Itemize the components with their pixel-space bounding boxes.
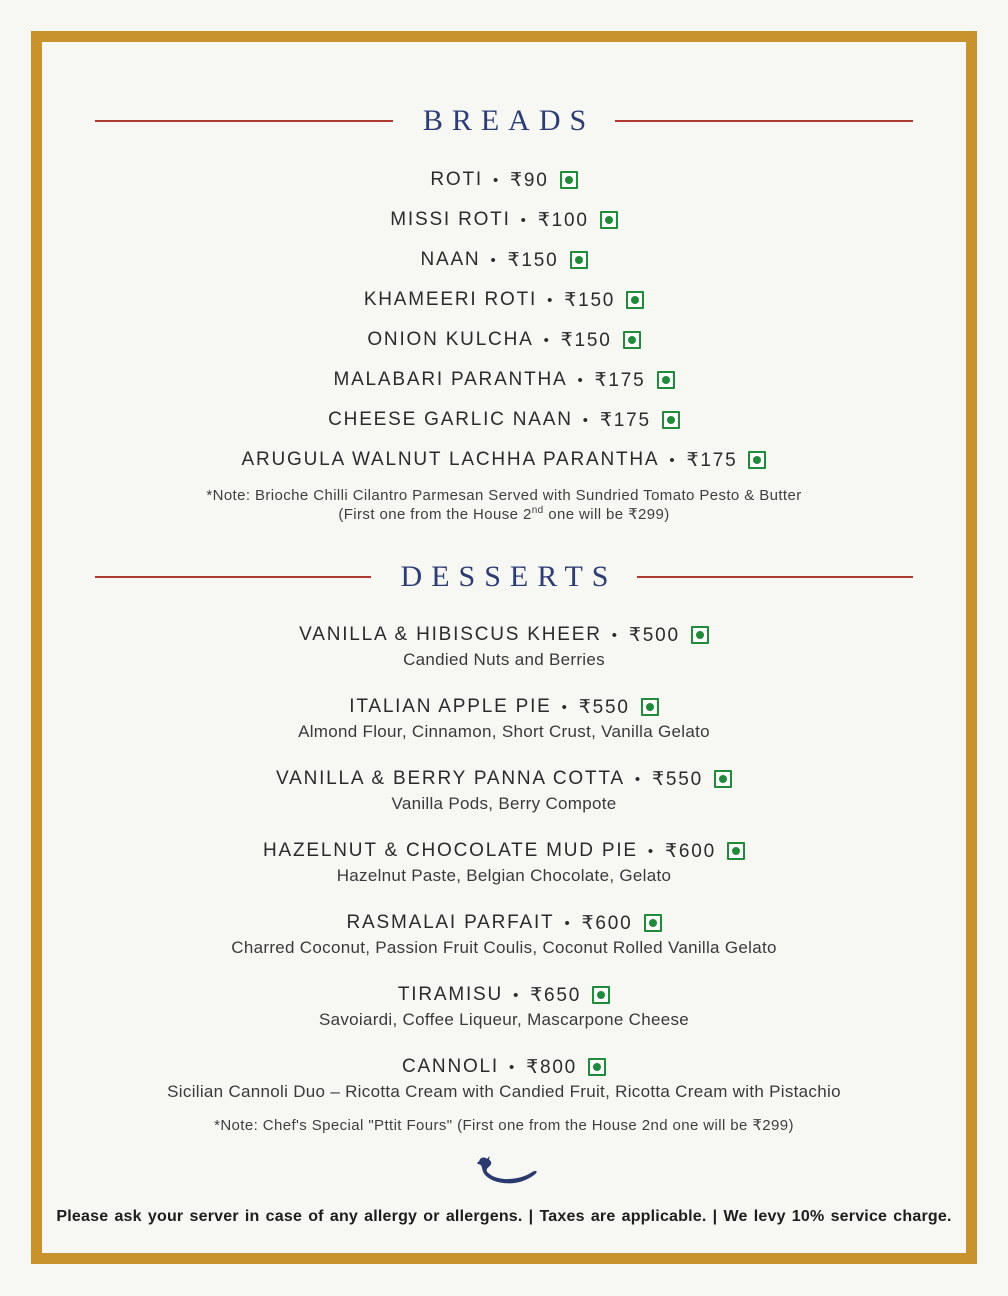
- bullet-separator: •: [492, 171, 501, 189]
- veg-icon-dot: [575, 256, 583, 264]
- menu-item: [42, 400, 966, 440]
- bullet-separator: •: [634, 770, 642, 788]
- item-name: TIRAMISU: [397, 984, 504, 1005]
- bullet-separator: •: [509, 1058, 517, 1076]
- menu-item: [42, 910, 966, 960]
- veg-icon: [691, 626, 709, 644]
- veg-icon: [657, 371, 675, 389]
- item-price: ₹550: [651, 768, 703, 790]
- menu-item-row: [430, 169, 577, 192]
- breads-note-line2-suffix: one will be ₹299): [543, 506, 670, 523]
- item-description: Candied Nuts and Berries: [403, 650, 605, 669]
- bullet-separator: •: [611, 626, 619, 644]
- item-name: VANILLA & BERRY PANNA COTTA: [276, 768, 625, 789]
- veg-icon-dot: [649, 919, 657, 927]
- item-price: ₹175: [599, 409, 651, 431]
- veg-icon-dot: [605, 216, 613, 224]
- bullet-separator: •: [490, 251, 498, 269]
- item-price: ₹600: [581, 912, 633, 934]
- item-description: Hazelnut Paste, Belgian Chocolate, Gelato: [336, 866, 672, 885]
- veg-icon-dot: [732, 847, 740, 855]
- peacock-icon: [465, 1153, 543, 1193]
- breads-note-line1: *Note: Brioche Chilli Cilantro Parmesan Served with Sundried Tomato Pesto & Butter: [206, 487, 802, 504]
- menu-item: [42, 982, 966, 1032]
- item-name: HAZELNUT & CHOCOLATE MUD PIE: [263, 840, 638, 861]
- item-name: NAAN: [420, 249, 481, 270]
- veg-icon: [662, 411, 680, 429]
- item-price: ₹650: [530, 984, 582, 1006]
- menu-item-row: [42, 982, 966, 1008]
- veg-icon-dot: [593, 1063, 601, 1071]
- menu-item: [42, 694, 966, 744]
- bullet-separator: •: [669, 451, 677, 469]
- menu-item-row: [42, 766, 966, 792]
- veg-icon-dot: [753, 456, 761, 464]
- desserts-item-list: [42, 622, 966, 1104]
- item-price: ₹550: [578, 696, 630, 718]
- veg-icon-dot: [628, 336, 636, 344]
- breads-note-line2-prefix: (First one from the House 2: [338, 506, 532, 523]
- bullet-separator: •: [543, 331, 551, 349]
- menu-item-row: [390, 209, 617, 232]
- restaurant-logo: [42, 1151, 966, 1195]
- bullet-separator: •: [547, 291, 555, 309]
- item-price: ₹150: [564, 289, 616, 311]
- item-price: ₹150: [507, 249, 559, 271]
- breads-note-line2-superscript: nd: [531, 505, 544, 516]
- veg-icon-dot: [696, 631, 704, 639]
- menu-item-row: [42, 910, 966, 936]
- item-price: ₹150: [560, 329, 612, 351]
- desserts-note-line1: *Note: Chef's Special "Pttit Fours" (First one from the House 2nd one will be ₹299): [214, 1117, 794, 1134]
- bullet-separator: •: [520, 211, 528, 229]
- header-rule-right: [637, 576, 913, 578]
- item-name: ONION KULCHA: [367, 329, 534, 350]
- menu-item: [42, 360, 966, 400]
- veg-icon: [592, 986, 610, 1004]
- item-price: ₹600: [664, 840, 716, 862]
- item-description: Sicilian Cannoli Duo – Ricotta Cream with Candied Fruit, Ricotta Cream with Pistachio: [167, 1082, 841, 1101]
- veg-icon: [588, 1058, 606, 1076]
- veg-icon: [727, 842, 745, 860]
- veg-icon: [714, 770, 732, 788]
- menu-item-row: [420, 249, 587, 272]
- bullet-separator: •: [647, 842, 655, 860]
- veg-icon-dot: [631, 296, 639, 304]
- item-price: ₹90: [510, 169, 549, 191]
- veg-icon: [623, 331, 641, 349]
- menu-item: [42, 280, 966, 320]
- item-name: MISSI ROTI: [390, 209, 511, 230]
- veg-icon: [626, 291, 644, 309]
- veg-icon: [600, 211, 618, 229]
- veg-icon: [748, 451, 766, 469]
- item-description: Savoiardi, Coffee Liqueur, Mascarpone Cheese: [318, 1010, 690, 1029]
- item-name: VANILLA & HIBISCUS KHEER: [299, 624, 602, 645]
- item-name: CHEESE GARLIC NAAN: [328, 409, 573, 430]
- veg-icon: [570, 251, 588, 269]
- menu-item-row: [42, 1054, 966, 1080]
- menu-content: [42, 42, 966, 1253]
- header-rule-left: [95, 120, 393, 122]
- bullet-separator: •: [582, 411, 590, 429]
- breads-note: [42, 486, 966, 524]
- menu-item-row: [42, 694, 966, 720]
- menu-item-row: [367, 329, 640, 352]
- veg-icon-dot: [667, 416, 675, 424]
- header-rule-right: [615, 120, 913, 122]
- bullet-separator: •: [564, 914, 572, 932]
- item-name: MALABARI PARANTHA: [333, 369, 568, 390]
- breads-item-list: [42, 160, 966, 480]
- veg-icon: [644, 914, 662, 932]
- item-price: ₹500: [628, 624, 680, 646]
- menu-item-row: [328, 409, 680, 432]
- veg-icon: [641, 698, 659, 716]
- menu-item-row: [42, 622, 966, 648]
- item-name: KHAMEERI ROTI: [363, 289, 538, 310]
- bullet-separator: •: [577, 371, 585, 389]
- menu-item: [42, 200, 966, 240]
- section-header-desserts: [95, 558, 913, 596]
- desserts-note: [42, 1116, 966, 1135]
- menu-item: [42, 838, 966, 888]
- menu-item: [42, 622, 966, 672]
- item-description: Almond Flour, Cinnamon, Short Crust, Vanilla Gelato: [298, 722, 710, 741]
- veg-icon-dot: [719, 775, 727, 783]
- menu-item-row: [242, 449, 767, 472]
- section-title-breads: BREADS: [422, 104, 596, 137]
- item-name: CANNOLI: [401, 1056, 499, 1077]
- menu-item-row: [364, 289, 644, 312]
- veg-icon-dot: [646, 703, 654, 711]
- section-header-breads: [95, 102, 913, 140]
- menu-item: [42, 766, 966, 816]
- item-description: Charred Coconut, Passion Fruit Coulis, Coconut Rolled Vanilla Gelato: [231, 938, 777, 957]
- menu-item: [42, 440, 966, 480]
- item-price: ₹100: [537, 209, 589, 231]
- item-name: ITALIAN APPLE PIE: [349, 696, 552, 717]
- breads-note-line2: [42, 505, 966, 524]
- item-price: ₹175: [686, 449, 738, 471]
- header-rule-left: [95, 576, 371, 578]
- bullet-separator: •: [513, 986, 521, 1004]
- menu-item: [42, 160, 966, 200]
- menu-item: [42, 240, 966, 280]
- menu-item-row: [42, 838, 966, 864]
- menu-item: [42, 320, 966, 360]
- footer-disclaimer: Please ask your server in case of any allergy or allergens. | Taxes are applicable. | We levy 10% service charge.: [56, 1208, 952, 1225]
- item-price: ₹175: [594, 369, 646, 391]
- item-name: ARUGULA WALNUT LACHHA PARANTHA: [241, 449, 660, 470]
- veg-icon-dot: [565, 176, 573, 184]
- veg-icon: [560, 171, 578, 189]
- item-name: ROTI: [430, 169, 483, 190]
- item-description: Vanilla Pods, Berry Compote: [391, 794, 617, 813]
- bullet-separator: •: [561, 698, 569, 716]
- item-price: ₹800: [526, 1056, 578, 1078]
- section-title-desserts: DESSERTS: [400, 560, 618, 593]
- veg-icon-dot: [662, 376, 670, 384]
- veg-icon-dot: [597, 991, 605, 999]
- menu-item-row: [333, 369, 674, 392]
- menu-item: [42, 1054, 966, 1104]
- item-name: RASMALAI PARFAIT: [346, 912, 555, 933]
